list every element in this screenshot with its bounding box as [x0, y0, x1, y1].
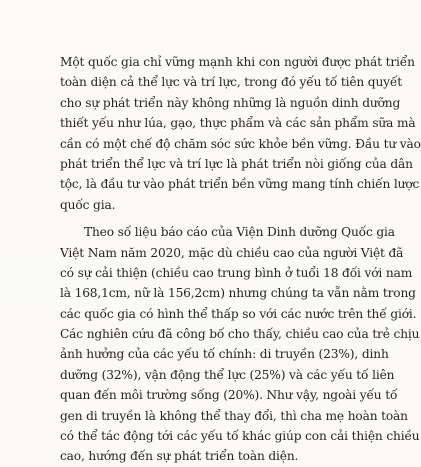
- paragraph-2-line-1: Theo số liệu báo cáo của Viện Dinh dưỡng Quốc gia: [84, 225, 395, 240]
- paragraph-2-line-12: cao, hướng đến sự phát triển toàn diện.: [60, 449, 299, 464]
- paragraph-1-line-8: quốc gia.: [60, 197, 116, 212]
- paragraph-2-line-7: ảnh hưởng của các yếu tố chính: di truyền (23%), dinh: [60, 347, 389, 362]
- paragraph-1-line-3: cho sự phát triển này không những là nguồn dinh dưỡng: [60, 95, 401, 110]
- paragraph-2-line-4: là 168,1cm, nữ là 156,2cm) nhưng chúng ta vẫn nằm trong: [60, 286, 416, 301]
- paragraph-2-line-10: gen di truyền là không thể thay đổi, thì cha mẹ hoàn toàn: [60, 408, 408, 423]
- paragraph-2-line-2: Việt Nam năm 2020, mặc dù chiều cao của người Việt đã: [60, 245, 404, 260]
- paragraph-2-line-9: quan đến môi trường sống (20%). Như vậy, ngoài yếu tố: [60, 388, 398, 403]
- paragraph-1-line-6: phát triển thể lực và trí lực là phát triển nòi giống của dân: [60, 156, 413, 171]
- paragraph-2-line-5: các quốc gia có hình thể thấp so với các nước trên thế giới.: [60, 306, 417, 321]
- paragraph-1-line-4: thiết yếu như lúa, gạo, thực phẩm và các sản phẩm sữa mà: [60, 116, 416, 131]
- paragraph-2-line-6: Các nghiên cứu đã công bố cho thấy, chiều cao của trẻ chịu: [60, 327, 420, 342]
- paragraph-1-line-7: tộc, là đầu tư vào phát triển bền vững mang tính chiến lược: [60, 177, 420, 192]
- paragraph-1-line-2: toàn diện cả thể lực và trí lực, trong đó yếu tố tiên quyết: [60, 75, 402, 90]
- paragraph-2-line-11: có thể tác động tới các yếu tố khác giúp con cải thiện chiều: [60, 429, 420, 444]
- text-body: [60, 52, 421, 467]
- paragraph-gap: [60, 215, 396, 222]
- paragraph-2-line-8: dưỡng (32%), vận động thể lực (25%) và các yếu tố liên: [60, 367, 395, 382]
- paragraph-2-line-3: có sự cải thiện (chiều cao trung bình ở tuổi 18 đối với nam: [60, 265, 413, 280]
- paragraph-1-line-5: cần có một chế độ chăm sóc sức khỏe bền vững. Đầu tư vào: [60, 136, 421, 151]
- paragraph-1-line-1: Một quốc gia chỉ vững mạnh khi con người được phát triển: [60, 55, 415, 69]
